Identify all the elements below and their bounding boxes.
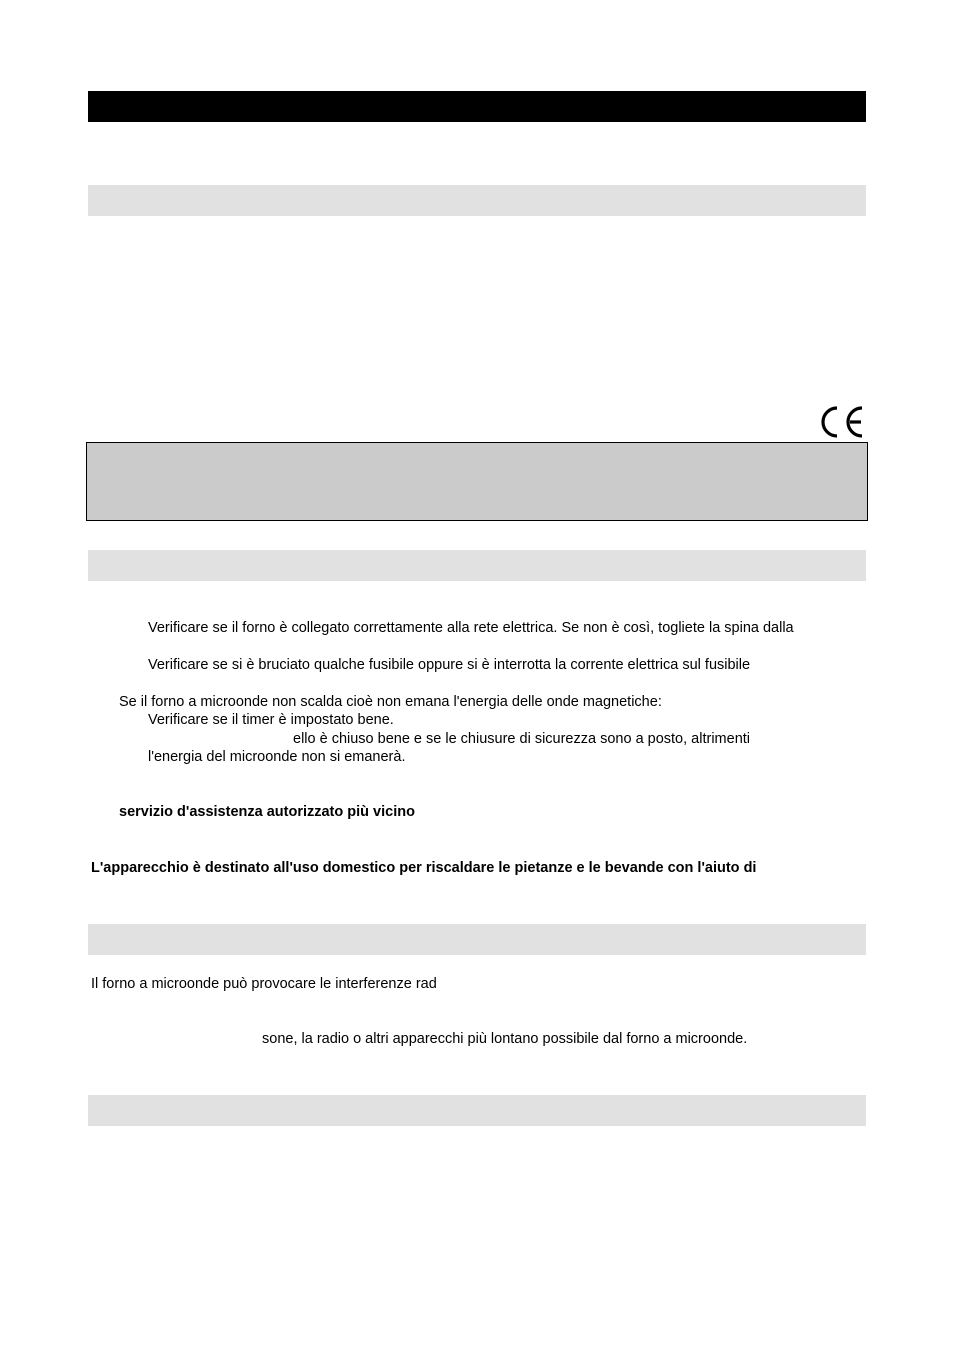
check-fuse: Verificare se si è bruciato qualche fusibile oppure si è interrotta la corrente elettrica sul fusibile: [148, 657, 751, 673]
interference-note: Il forno a microonde può provocare le interferenze rad: [91, 976, 437, 992]
ce-mark-icon: [815, 403, 865, 441]
section-header-bar-1: [88, 185, 866, 216]
section-header-bar-2: [88, 550, 866, 581]
service-center-note: servizio d'assistenza autorizzato più vicino: [119, 804, 415, 820]
check-power-connection: Verificare se il forno è collegato correttamente alla rete elettrica. Se non è così, togliete la spina dalla: [148, 620, 794, 636]
check-door-closure: ello è chiuso bene e se le chiusure di sicurezza sono a posto, altrimenti: [293, 731, 751, 747]
check-timer: Verificare se il timer è impostato bene.: [148, 712, 394, 728]
top-black-bar: [88, 91, 866, 122]
no-energy-note: l'energia del microonde non si emanerà.: [148, 749, 406, 765]
intended-use-note: L'apparecchio è destinato all'uso domestico per riscaldare le pietanze e le bevande con l'aiuto di: [91, 860, 757, 876]
interference-advice: sone, la radio o altri apparecchi più lontano possibile dal forno a microonde.: [262, 1031, 748, 1047]
section-header-bar-4: [88, 1095, 866, 1126]
no-heat-intro: Se il forno a microonde non scalda cioè non emana l'energia delle onde magnetiche:: [119, 694, 662, 710]
section-header-bar-3: [88, 924, 866, 955]
notice-box: [86, 442, 868, 521]
